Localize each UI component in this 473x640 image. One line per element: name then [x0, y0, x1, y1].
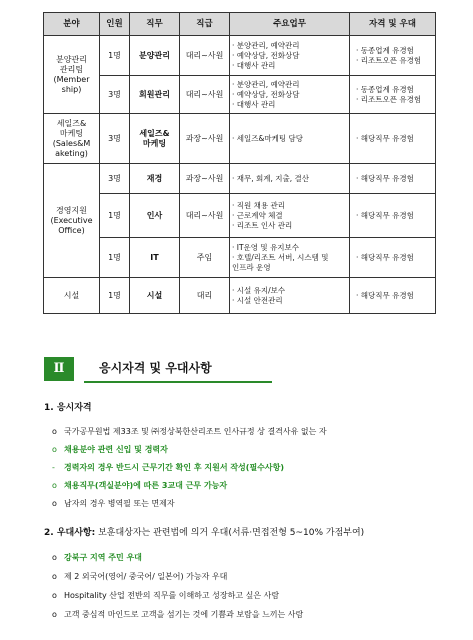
duty-line: · 호텔/리조트 서버, 시스템 및: [232, 252, 329, 262]
job-cell: 회원관리: [130, 76, 180, 114]
job-cell: IT: [130, 238, 180, 278]
duty-line: · 시설 유지/보수: [232, 285, 286, 295]
count-cell: 3명: [100, 114, 130, 164]
preference-item: [52, 590, 279, 602]
preferences-heading-label: 2. 우대사항:: [44, 528, 96, 538]
duties-cell: [230, 76, 350, 114]
count-cell: 3명: [100, 76, 130, 114]
preference-item: [52, 552, 142, 564]
section-number-badge: Ⅱ: [44, 357, 74, 381]
preference-text: 강북구 지역 주민 우대: [64, 553, 142, 562]
rank-cell: 대리: [180, 278, 230, 314]
section-underline: [84, 381, 272, 383]
count-cell: 1명: [100, 278, 130, 314]
quals-cell: [350, 76, 436, 114]
duties-cell: [230, 114, 350, 164]
header-rank: 직급: [180, 13, 230, 36]
duty-line: · 예약상담, 전화상담: [232, 50, 300, 60]
qualification-text: 경력자의 경우 반드시 근무기간 확인 후 지원서 작성(필수사항): [64, 463, 285, 472]
duty-line: · 직원 채용 관리: [232, 200, 286, 210]
duty-line: · 근로계약 체결: [232, 210, 283, 220]
count-cell: 1명: [100, 238, 130, 278]
qualification-text: 국가공무원법 제33조 및 ㈜정상북한산리조트 인사규정 상 결격사유 없는 자: [64, 427, 327, 436]
table-row: [44, 114, 436, 164]
duty-line: 인프라 운영: [232, 262, 271, 272]
qual-line: · 해당직무 유경험: [356, 210, 414, 220]
table-header-row: [44, 13, 436, 36]
count-cell: 1명: [100, 194, 130, 238]
count-cell: 1명: [100, 36, 130, 76]
preference-item: [52, 571, 227, 583]
qualification-item: [52, 444, 168, 456]
duty-line: · 대행사 관리: [232, 60, 276, 70]
duty-line: · 분양관리, 예약관리: [232, 40, 300, 50]
bullet: o: [52, 499, 57, 508]
qualification-text: 남자의 경우 병역필 또는 면제자: [64, 499, 175, 508]
field-cell: 시설: [44, 278, 100, 314]
bullet: -: [52, 463, 55, 472]
rank-cell: 과장~사원: [180, 164, 230, 194]
preferences-heading-note: 보훈대상자는 관련법에 의거 우대(서류·면접전형 5~10% 가점부여): [95, 528, 365, 538]
qualification-text: 채용분야 관련 신입 및 경력자: [64, 445, 168, 454]
duty-line: · 시설 안전관리: [232, 295, 283, 305]
table-row: [44, 278, 436, 314]
duties-cell: [230, 278, 350, 314]
duties-cell: [230, 238, 350, 278]
field-cell: 분양관리 관리팀 (Member ship): [44, 36, 100, 114]
preference-text: Hospitality 산업 전반의 직무를 이해하고 성장하고 싶은 사람: [64, 591, 280, 600]
qualification-item: [52, 498, 175, 510]
job-cell: 세일즈& 마케팅: [130, 114, 180, 164]
table-row: [44, 194, 436, 238]
quals-cell: [350, 194, 436, 238]
header-quals: 자격 및 우대: [350, 13, 436, 36]
qualification-item: [52, 426, 327, 438]
header-job: 직무: [130, 13, 180, 36]
bullet: o: [52, 610, 57, 619]
quals-cell: [350, 278, 436, 314]
header-field: 분야: [44, 13, 100, 36]
duty-line: · 재무, 회계, 지출, 결산: [232, 173, 310, 183]
rank-cell: 주임: [180, 238, 230, 278]
qual-line: · 해당직무 유경험: [356, 133, 414, 143]
duties-cell: [230, 164, 350, 194]
qual-line: · 해당직무 유경험: [356, 252, 414, 262]
job-cell: 시설: [130, 278, 180, 314]
recruitment-table: [43, 12, 436, 314]
duty-line: · 리조트 인사 관리: [232, 220, 293, 230]
job-cell: 인사: [130, 194, 180, 238]
rank-cell: 과장~사원: [180, 114, 230, 164]
bullet: o: [52, 591, 57, 600]
table-row: [44, 76, 436, 114]
duty-line: · 세일즈&마케팅 담당: [232, 133, 303, 143]
rank-cell: 대리~사원: [180, 36, 230, 76]
quals-cell: [350, 114, 436, 164]
bullet: o: [52, 553, 57, 562]
qualification-item: [52, 480, 227, 492]
table-row: [44, 164, 436, 194]
header-count: 인원: [100, 13, 130, 36]
duties-cell: [230, 36, 350, 76]
qual-line: · 리조트오픈 유경험: [356, 55, 422, 65]
bullet: o: [52, 445, 57, 454]
qual-line: · 해당직무 유경험: [356, 173, 414, 183]
preference-text: 제 2 외국어(영어/ 중국어/ 일본어) 가능자 우대: [64, 572, 228, 581]
qual-line: · 동종업계 유경험: [356, 45, 414, 55]
header-duties: 주요업무: [230, 13, 350, 36]
field-cell: 세일즈& 마케팅 (Sales&M aketing): [44, 114, 100, 164]
field-cell: 경영지원 (Executive Office): [44, 164, 100, 278]
bullet: o: [52, 572, 57, 581]
count-cell: 3명: [100, 164, 130, 194]
qual-line: · 해당직무 유경험: [356, 290, 414, 300]
table-row: [44, 36, 436, 76]
duties-cell: [230, 194, 350, 238]
qualification-item: [52, 462, 284, 474]
bullet: o: [52, 481, 57, 490]
duty-line: · 분양관리, 예약관리: [232, 79, 300, 89]
preference-text: 고객 중심적 마인드로 고객을 섬기는 것에 기쁨과 보람을 느끼는 사람: [64, 610, 304, 619]
quals-cell: [350, 164, 436, 194]
job-cell: 재경: [130, 164, 180, 194]
table-row: [44, 238, 436, 278]
bullet: o: [52, 427, 57, 436]
quals-cell: [350, 36, 436, 76]
preference-item: [52, 609, 303, 621]
job-cell: 분양관리: [130, 36, 180, 76]
section-title: 응시자격 및 우대사항: [99, 361, 212, 375]
qualifications-heading: 1. 응시자격: [44, 403, 92, 413]
rank-cell: 대리~사원: [180, 194, 230, 238]
preferences-heading: [44, 527, 364, 540]
duty-line: · 대행사 관리: [232, 99, 276, 109]
duty-line: · IT운영 및 유지보수: [232, 242, 300, 252]
duty-line: · 예약상담, 전화상담: [232, 89, 300, 99]
qual-line: · 동종업계 유경험: [356, 84, 414, 94]
quals-cell: [350, 238, 436, 278]
qual-line: · 리조트오픈 유경험: [356, 94, 422, 104]
qualification-text: 채용직무(객실분야)에 따른 3교대 근무 가능자: [64, 481, 228, 490]
rank-cell: 대리~사원: [180, 76, 230, 114]
